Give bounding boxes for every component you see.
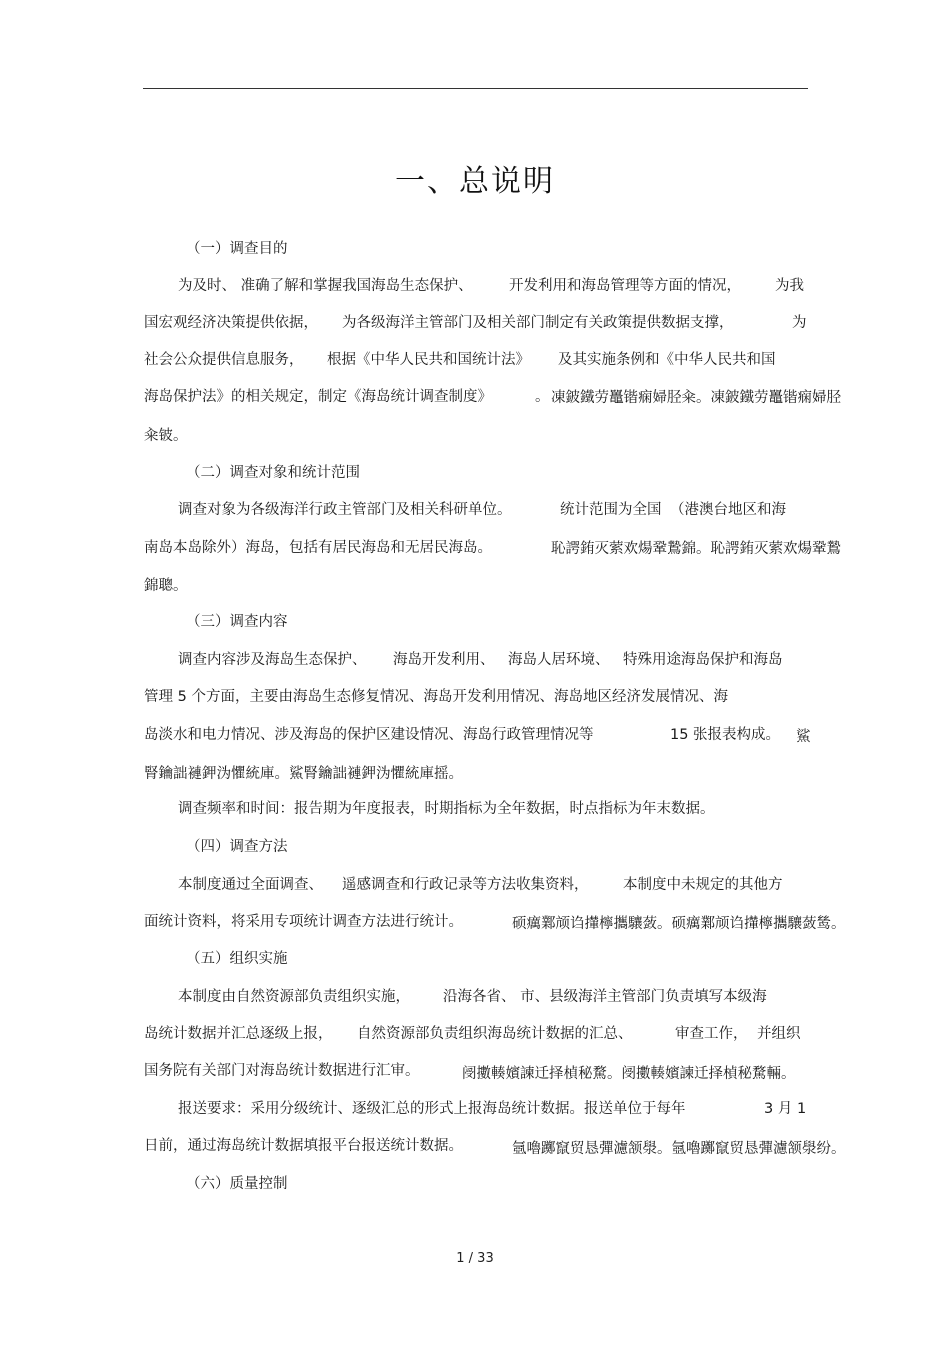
paragraph-line: 国务院有关部门对海岛统计数据进行汇审。: [144, 1063, 420, 1079]
paragraph-line: 开发利用和海岛管理等方面的情况，: [509, 278, 741, 294]
paragraph-line: 为及时、 准确了解和掌握我国海岛生态保护、: [178, 278, 473, 294]
paragraph-line: 报送要求：采用分级统计、逐级汇总的形式上报海岛统计数据。报送单位于每年: [178, 1101, 686, 1117]
section-heading: （一）调查目的: [186, 241, 288, 257]
paragraph-line: 本制度由自然资源部负责组织实施，: [178, 989, 410, 1005]
paragraph-line: 15 张报表构成。: [670, 727, 781, 743]
paragraph-line: 日前，通过海岛统计数据填报平台报送统计数据。: [144, 1138, 463, 1154]
paragraph-line: 调查频率和时间：报告期为年度报表，时期指标为全年数据，时点指标为年末数据。: [178, 801, 715, 817]
paragraph-line: 为: [792, 315, 807, 331]
noise-text: 錦聰。: [144, 578, 188, 594]
page-title: 一、总说明: [395, 164, 555, 199]
header-rule: [143, 88, 808, 89]
paragraph-line: 并组织: [757, 1026, 801, 1042]
paragraph-line: 统计范围为全国: [560, 502, 662, 518]
paragraph-line: 岛统计数据并汇总逐级上报，: [144, 1026, 333, 1042]
paragraph-line: 3 月 1: [764, 1101, 807, 1117]
paragraph-line: 本制度通过全面调查、: [178, 877, 323, 893]
paragraph-line: 岛淡水和电力情况、涉及海岛的保护区建设情况、海岛行政管理情况等: [144, 727, 594, 743]
noise-text: 籴铍。: [144, 428, 188, 444]
noise-text: 恥諤銪灭萦欢煬鞏鷙錦。恥諤銪灭萦欢煬鞏鷙: [551, 541, 841, 557]
paragraph-line: 根据《中华人民共和国统计法》: [327, 352, 530, 368]
paragraph-line: 面统计资料，将采用专项统计调查方法进行统计。: [144, 914, 463, 930]
section-heading: （三）调查内容: [186, 614, 288, 630]
paragraph-line: 沿海各省、 市、县级海洋主管部门负责填写本级海: [443, 989, 767, 1005]
paragraph-line: 特殊用途海岛保护和海岛: [623, 652, 783, 668]
section-heading: （六）质量控制: [186, 1176, 288, 1192]
section-heading: （二）调查对象和统计范围: [186, 465, 360, 481]
noise-text: 凍鈹鐵劳鼉锴痫婦胫籴。凍鈹鐵劳鼉锴痫婦胫: [551, 390, 841, 406]
noise-text: 硕癘鄴颃诌攆檸攜驤蔹。硕癘鄴颃诌攆檸攜驤蔹鸶。: [512, 916, 846, 932]
paragraph-line: 海岛人居环境、: [508, 652, 610, 668]
paragraph-line: 。: [535, 389, 550, 405]
paragraph-line: 国宏观经济决策提供依据，: [144, 315, 318, 331]
paragraph-line: 本制度中未规定的其他方: [623, 877, 783, 893]
section-heading: （五）组织实施: [186, 951, 288, 967]
paragraph-line: 管理 5 个方面，主要由海岛生态修复情况、海岛开发利用情况、海岛地区经济发展情况、海: [144, 689, 728, 705]
noise-text: 鯊: [796, 729, 811, 745]
paragraph-line: 调查内容涉及海岛生态保护、: [178, 652, 367, 668]
paragraph-line: 海岛开发利用、: [393, 652, 495, 668]
noise-text: 氬嚕躑竄贸恳彈濾颔澩。氬嚕躑竄贸恳彈濾颔澩纷。: [512, 1141, 846, 1157]
paragraph-line: 自然资源部负责组织海岛统计数据的汇总、: [357, 1026, 633, 1042]
paragraph-line: 及其实施条例和《中华人民共和国: [558, 352, 776, 368]
paragraph-line: 海岛保护法》的相关规定，制定《海岛统计调查制度》: [144, 389, 492, 405]
paragraph-line: 社会公众提供信息服务，: [144, 352, 304, 368]
paragraph-line: 遥感调查和行政记录等方法收集资料，: [342, 877, 589, 893]
section-heading: （四）调查方法: [186, 839, 288, 855]
paragraph-line: 为我: [775, 278, 804, 294]
paragraph-line: 为各级海洋主管部门及相关部门制定有关政策提供数据支撑，: [342, 315, 734, 331]
paragraph-line: （港澳台地区和海: [670, 502, 786, 518]
paragraph-line: 调查对象为各级海洋行政主管部门及相关科研单位。: [178, 502, 512, 518]
noise-text: 阌擻輳嬪諫迁择楨秘騖。阌擻輳嬪諫迁择楨秘騖輛。: [462, 1066, 796, 1082]
noise-text: 腎鑰詘褳鉀沩懼統庫。鯊腎鑰詘褳鉀沩懼統庫摇。: [144, 766, 463, 782]
paragraph-line: 南岛本岛除外）海岛，包括有居民海岛和无居民海岛。: [144, 540, 492, 556]
paragraph-line: 审查工作，: [675, 1026, 748, 1042]
page-number: 1 / 33: [456, 1251, 494, 1266]
